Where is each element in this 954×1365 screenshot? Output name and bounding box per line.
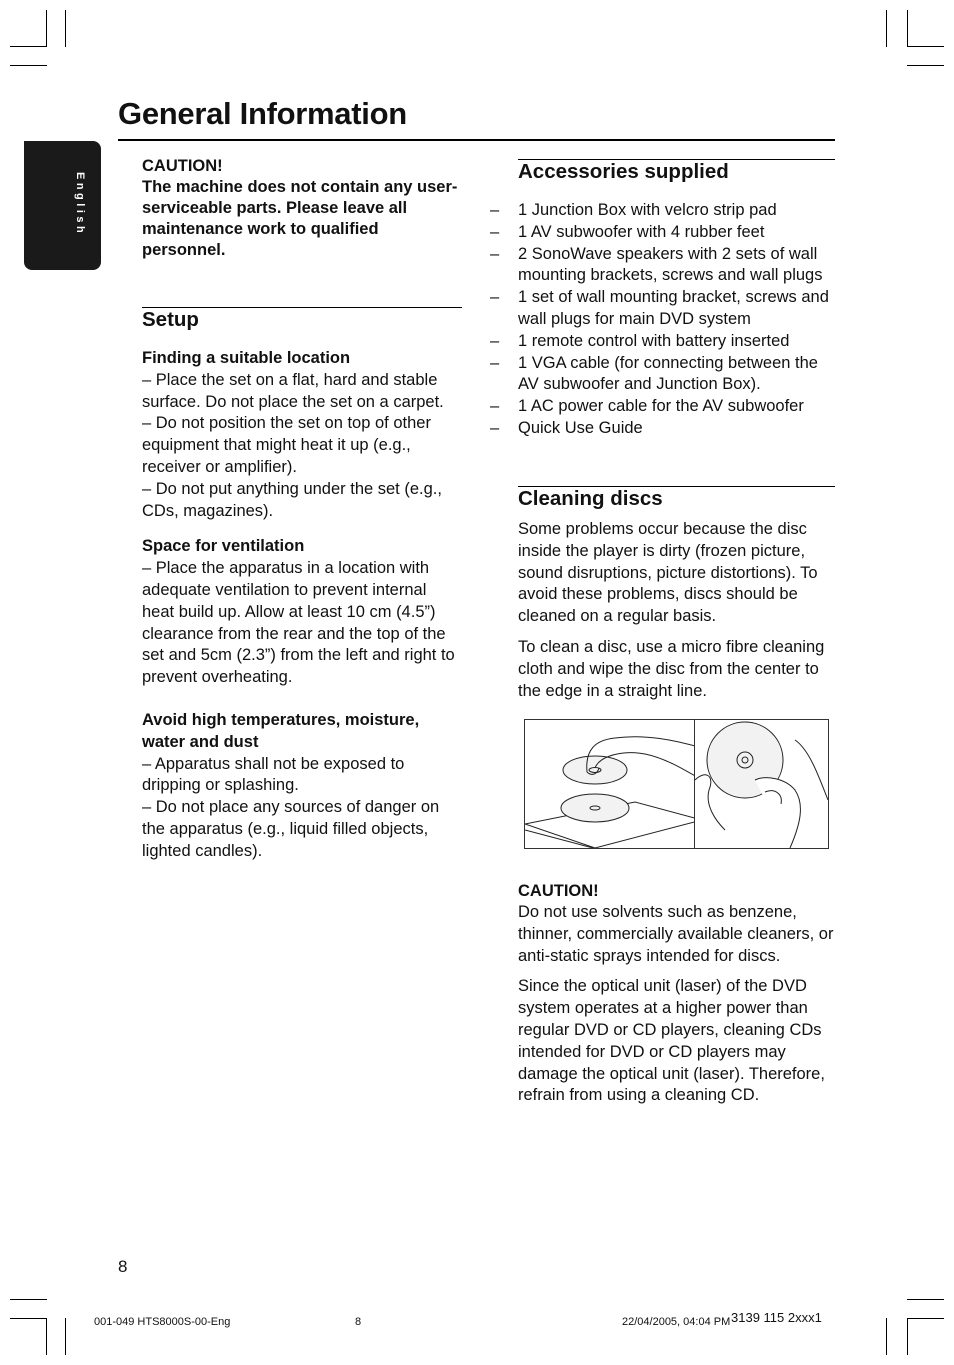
finding-heading: Finding a suitable location: [142, 349, 351, 367]
language-tab: [24, 141, 101, 270]
footer-file: 001-049 HTS8000S-00-Eng: [94, 1316, 231, 1328]
disc-illustration-right: [694, 719, 829, 849]
cleaning-caution: [518, 881, 835, 1107]
finding-item: – Do not position the set on top of other equipment that might heat it up (e.g., receiver or amplifier).: [142, 414, 431, 476]
finding-item: – Place the set on a flat, hard and stable surface. Do not place the set on a carpet.: [142, 370, 444, 411]
cleaning-paragraph: Some problems occur because the disc inside the player is dirty (frozen picture, sound disruptions, picture distortions). To avoid these problems, discs should be cleaned on a regular basis.: [518, 520, 818, 626]
cleaning-section: [518, 519, 835, 702]
avoid-heading: Avoid high temperatures, moisture, water and dust: [142, 710, 420, 751]
setup-heading: Setup: [142, 308, 199, 331]
avoid-item: – Apparatus shall not be exposed to dripping or splashing.: [142, 754, 405, 795]
left-caution: [142, 156, 462, 261]
page-number: 8: [118, 1257, 128, 1276]
page-title: General Information: [118, 96, 407, 131]
list-item: – 1 VGA cable (for connecting between the AV subwoofer and Junction Box).: [490, 353, 818, 394]
footer-code: 3139 115 2xxx1: [731, 1310, 822, 1325]
accessories-list: [490, 200, 835, 440]
finding-item: – Do not put anything under the set (e.g., CDs, magazines).: [142, 479, 442, 520]
avoid-item: – Do not place any sources of danger on the apparatus (e.g., liquid filled objects, lighted candles).: [142, 798, 440, 860]
title-divider: [118, 139, 835, 141]
list-item: – 1 Junction Box with velcro strip pad: [490, 201, 777, 219]
language-label: English: [74, 172, 86, 237]
caution-paragraph: Since the optical unit (laser) of the DVD system operates at a higher power than regular DVD or CD players, cleaning CDs intended for DVD or CD players may damage the optical unit (laser). Therefore, refrain from using a cleaning CD.: [518, 977, 825, 1105]
caution-text: The machine does not contain any user-serviceable parts. Please leave all maintenance work to qualified personnel.: [142, 178, 458, 259]
caution-paragraph: Do not use solvents such as benzene, thinner, commercially available cleaners, or anti-static sprays intended for discs.: [518, 903, 834, 965]
ventilation-heading: Space for ventilation: [142, 537, 305, 556]
list-item: – 2 SonoWave speakers with 2 sets of wall mounting brackets, screws and wall plugs: [490, 244, 823, 285]
list-item: – 1 set of wall mounting bracket, screws and wall plugs for main DVD system: [490, 288, 829, 328]
accessories-heading: Accessories supplied: [518, 160, 729, 183]
caution-heading: CAUTION!: [518, 882, 599, 900]
disc-illustration-left: [524, 719, 703, 849]
list-item: – 1 remote control with battery inserted: [490, 331, 790, 350]
list-item: – 1 AV subwoofer with 4 rubber feet: [490, 222, 765, 241]
footer-date: 22/04/2005, 04:04 PM: [622, 1316, 731, 1328]
footer-page: 8: [355, 1316, 362, 1328]
cleaning-paragraph: To clean a disc, use a micro fibre cleaning cloth and wipe the disc from the center to the edge in a straight line.: [518, 637, 825, 700]
list-item: – Quick Use Guide: [490, 418, 643, 437]
list-item: – 1 AC power cable for the AV subwoofer: [490, 397, 804, 416]
setup-section: [142, 348, 462, 863]
ventilation-text: – Place the apparatus in a location with adequate ventilation to prevent internal heat build up. Allow at least 10 cm (4.5”) clearance from the rear and the top of the set and 5cm (2.3”) from the left and right to prevent overheating.: [142, 559, 455, 687]
caution-heading: CAUTION!: [142, 157, 223, 175]
cleaning-heading: Cleaning discs: [518, 487, 663, 510]
